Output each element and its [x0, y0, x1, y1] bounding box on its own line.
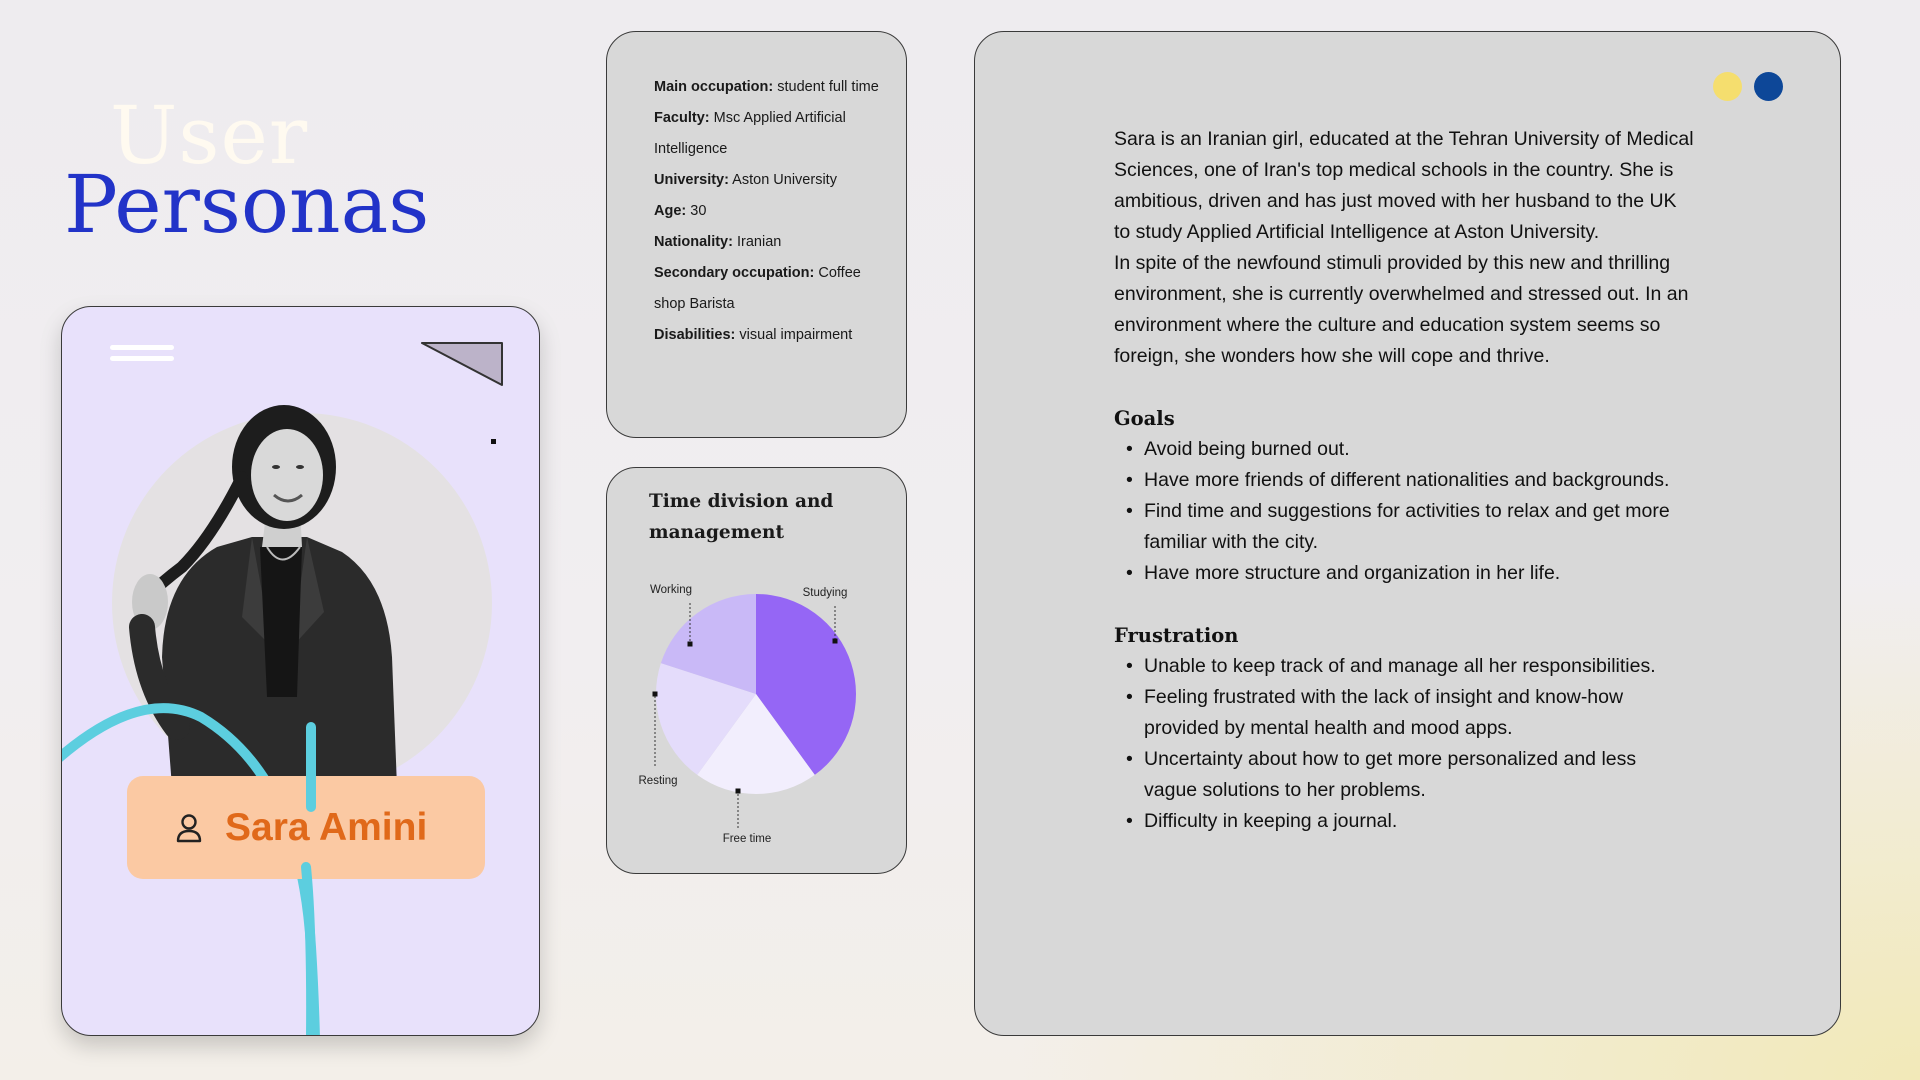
title-user: User	[110, 89, 309, 182]
persona-name: Sara Amini	[225, 805, 428, 849]
goal-item: • Find time and suggestions for activities to relax and get more familiar with the city.	[1114, 496, 1694, 558]
info-item	[654, 258, 886, 320]
goal-item: • Have more friends of different nationalities and backgrounds.	[1114, 465, 1694, 496]
frustration-heading: Frustration	[1114, 624, 1239, 647]
persona-description	[1114, 124, 1694, 837]
frustration-item: • Feeling frustrated with the lack of insight and know-how provided by mental health and mood apps.	[1114, 682, 1694, 744]
info-label: Age:	[654, 203, 687, 219]
frustration-item: • Uncertainty about how to get more personalized and less vague solutions to her problems.	[1114, 744, 1694, 806]
frustration-item: • Unable to keep track of and manage all her responsibilities.	[1114, 651, 1694, 682]
title-personas: Personas	[64, 158, 430, 251]
info-value: Aston University	[728, 172, 837, 188]
pie-leader-dot	[653, 692, 658, 697]
info-label: Nationality:	[654, 234, 733, 250]
color-dots	[1713, 72, 1783, 101]
info-item	[654, 227, 886, 258]
pie-label: Free time	[722, 833, 772, 845]
persona-card	[61, 306, 540, 1036]
info-list	[654, 72, 886, 351]
pie-leader-dot	[688, 642, 693, 647]
info-label: Main occupation:	[654, 79, 774, 95]
goal-item: • Have more structure and organization in her life.	[1114, 558, 1694, 589]
frustration-list	[1114, 651, 1694, 837]
pie-label: Studying	[802, 587, 848, 599]
info-value: Iranian	[732, 234, 782, 250]
info-value: Coffee shop Barista	[654, 265, 861, 312]
user-icon	[175, 813, 203, 843]
pie-leader-dot	[833, 639, 838, 644]
info-label: University:	[654, 172, 729, 188]
bio-paragraph-2: In spite of the newfound stimuli provided by this new and thrilling environment, she is currently overwhelmed and stressed out. In an environment where the culture and education system seems so foreign, she wonders how she will cope and thrive.	[1114, 252, 1689, 367]
name-badge	[127, 776, 485, 879]
pie-label: Working	[650, 584, 692, 596]
frustration-item: • Difficulty in keeping a journal.	[1114, 806, 1694, 837]
pie-label: Resting	[638, 775, 678, 787]
info-item	[654, 72, 886, 103]
persona-description-card	[974, 31, 1841, 1036]
blue-dot-icon	[1754, 72, 1783, 101]
info-value: 30	[686, 203, 707, 219]
info-item	[654, 165, 886, 196]
goal-item: • Avoid being burned out.	[1114, 434, 1694, 465]
goals-heading: Goals	[1114, 407, 1175, 430]
info-value: visual impairment	[735, 327, 853, 343]
pie-chart	[607, 468, 908, 875]
chart-title: Time division and management	[649, 491, 834, 543]
goals-list	[1114, 434, 1694, 589]
info-item	[654, 196, 886, 227]
time-chart-card	[606, 467, 907, 874]
info-item	[654, 320, 886, 351]
triangle-icon	[420, 339, 506, 389]
pie-leader-dot	[736, 789, 741, 794]
info-value: Msc Applied Artificial Intelligence	[654, 110, 846, 157]
yellow-dot-icon	[1713, 72, 1742, 101]
info-value: student full time	[773, 79, 879, 95]
info-label: Disabilities:	[654, 327, 736, 343]
persona-info-card	[606, 31, 907, 438]
bio-paragraph-1: Sara is an Iranian girl, educated at the Tehran University of Medical Sciences, one of Iran's top medical schools in the country. She is ambitious, driven and has just moved with her husband to the UK to study Applied Artificial Intelligence at Aston University.	[1114, 128, 1694, 243]
menu-icon[interactable]	[110, 345, 174, 367]
decorative-dot	[491, 439, 496, 444]
info-label: Faculty:	[654, 110, 710, 126]
info-label: Secondary occupation:	[654, 265, 815, 281]
info-item	[654, 103, 886, 165]
